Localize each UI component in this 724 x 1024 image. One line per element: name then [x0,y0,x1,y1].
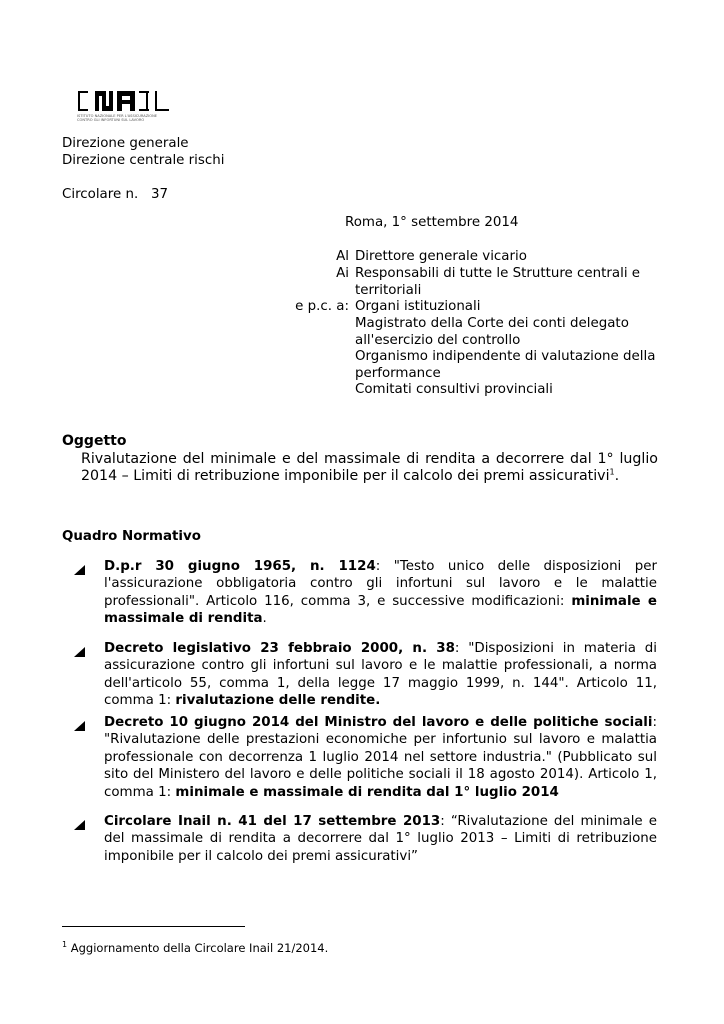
footnote-divider [62,926,245,927]
recipient-al: Direttore generale vicario [355,249,527,264]
norm-item-1-head: D.p.r 30 giugno 1965, n. 1124 [104,559,376,574]
norm-item-2-head: Decreto legislativo 23 febbraio 2000, n. 38 [104,641,455,656]
norm-item-3-tail: minimale e massimale di rendita dal 1° luglio 2014 [175,784,559,800]
norm-item-3-text: : "Rivalutazione delle prestazioni economiche per infortunio sul lavoro e malattia professionale con decorrenza 1 luglio 2014 nel settore industria." (Pubblicato sul sito del Ministero del lavoro e delle politiche sociali il 18 agosto 2014). Articolo 1, comma 1: [104,715,657,800]
oggetto-body: Rivalutazione del minimale e del massimale di rendita a decorrere dal 1° luglio 2014 – Limiti di retribuzione imponibile per il calcolo dei premi assicurativi [81,451,658,484]
norm-item-1-tail: minimale e massimale di rendita [104,593,657,627]
norm-item-4 [104,813,657,865]
circolare-number: 37 [151,187,169,202]
norm-item-4-text: : “Rivalutazione del minimale e del massimale di rendita a decorrere dal 1° luglio 2013 – Limiti di retribuzione imponibile per il calcolo dei premi assicurativi” [104,814,657,864]
recipient-epc-5: performance [355,366,441,381]
norm-item-1: D.p.r 30 giugno 1965, n. 1124: "Testo unico delle disposizioni per l'assicurazione obbligatoria contro gli infortuni sul lavoro e le malattie professionali". Articolo 116, comma 3, e successive modificazioni: minimale e massimale di rendita. [104,559,657,627]
bullet-triangle-icon [73,720,85,732]
bullet-triangle-icon [73,564,85,576]
circolare-line [62,186,168,203]
oggetto-footnote-ref: 1 [609,467,615,477]
footnote [62,940,328,957]
recipient-label-al: Al [336,249,349,264]
recipient-ai-line1: Responsabili di tutte le Strutture centrali e [355,266,641,281]
bullet-triangle-icon [73,646,85,658]
circolare-label: Circolare n. [62,187,139,202]
inail-logo-mark [77,90,173,112]
recipient-label-epc: e p.c. a: [295,299,349,314]
bullet-triangle-icon [73,819,85,831]
norm-item-2-tail: rivalutazione delle rendite. [175,693,381,709]
place-date: Roma, 1° settembre 2014 [345,215,519,230]
recipient-label-ai: Ai [336,266,349,281]
footnote-text: Aggiornamento della Circolare Inail 21/2014. [70,941,329,955]
norm-item-4-head: Circolare Inail n. 41 del 17 settembre 2013 [104,814,441,829]
norm-item-2-text: : "Disposizioni in materia di assicurazione contro gli infortuni sul lavoro e le malattie professionali, a norma dell'articolo 55, comma 1, della legge 17 maggio 1999, n. 144". Articolo 11, comma 1: [104,641,658,709]
recipient-epc-2: Magistrato della Corte dei conti delegato [355,316,629,331]
footnote-number: 1 [62,940,68,950]
norm-item-3 [104,714,657,801]
norm-item-1-text: : "Testo unico delle disposizioni per l'assicurazione obbligatoria contro gli infortuni sul lavoro e le malattie professionali". Articolo 116, comma 3, e successive modificazioni: [104,559,657,609]
inail-logo [77,90,177,123]
oggetto-text: Rivalutazione del minimale e del massimale di rendita a decorrere dal 1° luglio 2014 – Limiti di retribuzione imponibile per il calcolo dei premi assicurativi$^1$. [81,451,658,484]
recipient-epc-6: Comitati consultivi provinciali [355,382,553,397]
recipient-epc-4: Organismo indipendente di valutazione della [355,349,656,364]
recipient-epc-3: all'esercizio del controllo [355,333,521,348]
norm-item-3-head: Decreto 10 giugno 2014 del Ministro del lavoro e delle politiche sociali [104,715,653,730]
logo-subtitle: ISTITUTO NAZIONALE PER L'ASSICURAZIONE CONTRO GLI INFORTUNI SUL LAVORO [77,114,158,123]
dept-rischi: Direzione centrale rischi [62,153,225,168]
dept-general: Direzione generale [62,136,189,151]
recipient-epc-1: Organi istituzionali [355,299,481,314]
norm-item-2 [104,640,657,710]
recipient-ai-line2: territoriali [355,283,422,298]
quadro-title: Quadro Normativo [62,529,201,544]
oggetto-title: Oggetto [62,433,127,449]
